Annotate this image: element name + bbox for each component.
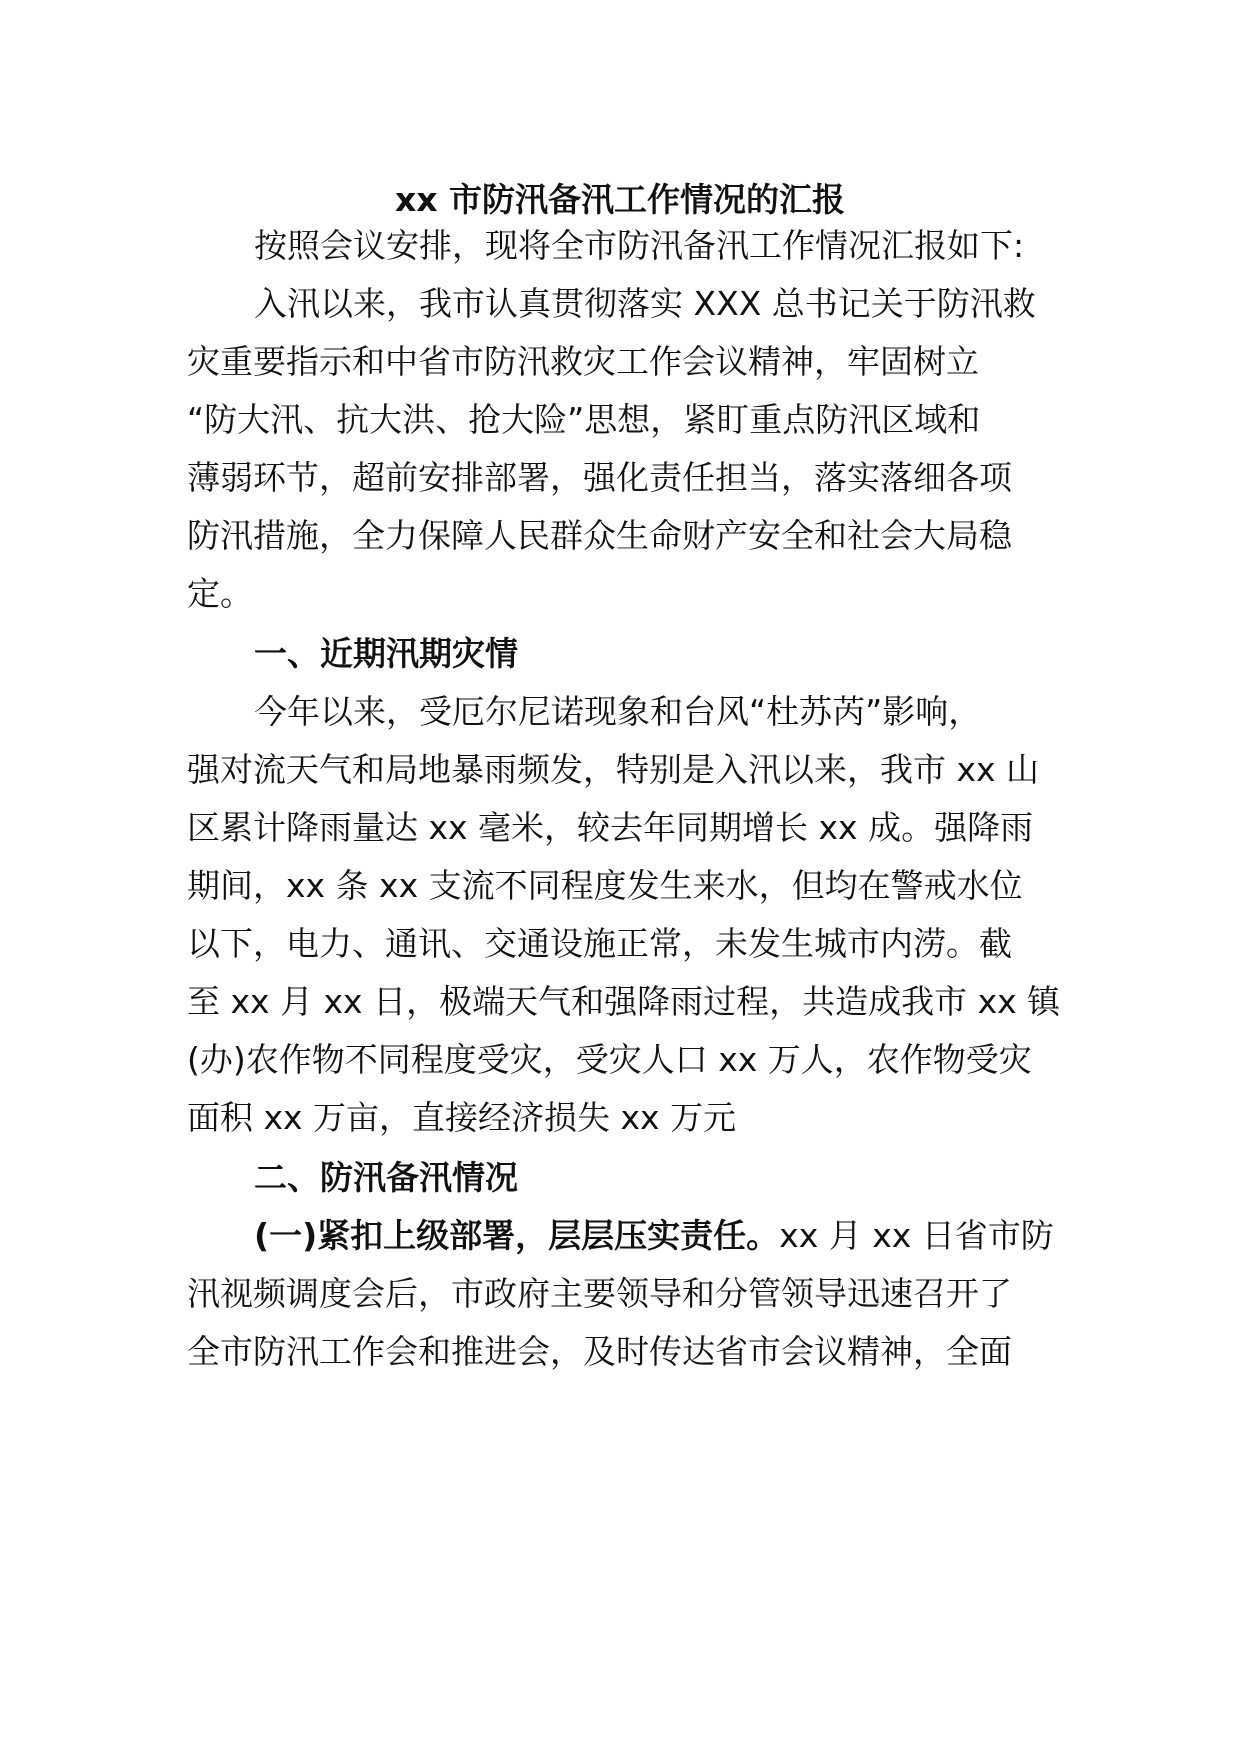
- paragraph-line: 防汛措施，全力保障人民群众生命财产安全和社会大局稳: [187, 516, 1012, 555]
- intro-paragraph: 按照会议安排，现将全市防汛备汛工作情况汇报如下:: [254, 226, 1025, 265]
- item-text: xx 月 xx 日省市防: [779, 1216, 1054, 1255]
- paragraph-line: 汛视频调度会后，市政府主要领导和分管领导迅速召开了: [187, 1274, 1012, 1313]
- paragraph-line: 今年以来，受厄尔尼诺现象和台风“杜苏芮”影响，: [254, 692, 982, 731]
- paragraph-line: “防大汛、抗大洪、抢大险”思想，紧盯重点防汛区域和: [187, 400, 981, 439]
- paragraph-line: 全市防汛工作会和推进会，及时传达省市会议精神，全面: [187, 1332, 1012, 1371]
- section-heading: 一、近期汛期灾情: [254, 634, 518, 673]
- paragraph-line: 以下，电力、通讯、交通设施正常，未发生城市内涝。截: [187, 924, 1012, 963]
- paragraph-line: (办)农作物不同程度受灾，受灾人口 xx 万人，农作物受灾: [187, 1040, 1032, 1079]
- paragraph-line: 薄弱环节，超前安排部署，强化责任担当，落实落细各项: [187, 458, 1012, 497]
- paragraph-line: 期间，xx 条 xx 支流不同程度发生来水，但均在警戒水位: [187, 866, 1023, 905]
- section-heading: 二、防汛备汛情况: [254, 1158, 518, 1197]
- paragraph-line: 灾重要指示和中省市防汛救灾工作会议精神，牢固树立: [187, 342, 979, 381]
- item-lead: (一)紧扣上级部署，层层压实责任。: [254, 1216, 780, 1255]
- paragraph-line: 入汛以来，我市认真贯彻落实 XXX 总书记关于防汛救: [254, 284, 1036, 323]
- paragraph-line: [254, 1212, 1054, 1260]
- paragraph-line: 强对流天气和局地暴雨频发，特别是入汛以来，我市 xx 山: [187, 750, 1040, 789]
- paragraph-line: 至 xx 月 xx 日，极端天气和强降雨过程，共造成我市 xx 镇: [187, 982, 1061, 1021]
- paragraph-line: 面积 xx 万亩，直接经济损失 xx 万元: [187, 1098, 737, 1137]
- paragraph-line: 区累计降雨量达 xx 毫米，较去年同期增长 xx 成。强降雨: [187, 808, 1034, 847]
- document-title: xx 市防汛备汛工作情况的汇报: [394, 180, 846, 219]
- paragraph-line: 定。: [187, 574, 253, 613]
